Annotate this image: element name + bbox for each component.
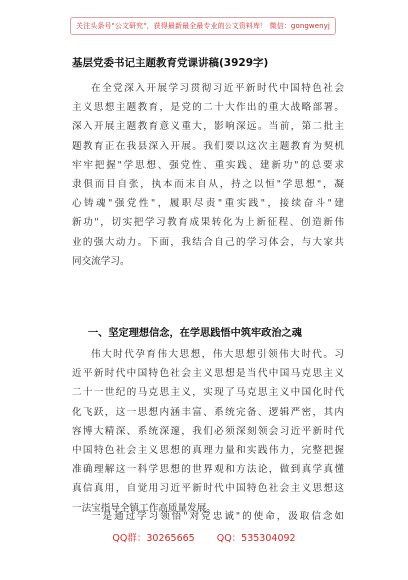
footer-contact (0, 530, 408, 544)
paragraph-line: 业的强大动力。下面，我结合自己的学习体会，与大家共 (72, 236, 344, 248)
paragraph-line: 二十一世纪的马克思主义，实现了马克思主义中国化时代 (72, 387, 344, 399)
paragraph-line: 化飞跃，这一思想内涵丰富、系统完备、逻辑严密，其内 (72, 406, 344, 418)
paragraph-line: 伟大时代孕育伟大思想，伟大思想引领伟大时代。习 (91, 349, 344, 360)
document-title: 基层党委书记主题教育党课讲稿(3929字) (72, 57, 269, 69)
paragraph-line: 准确理解这一科学思想的世界观和方法论，做到真学真懂 (72, 464, 344, 476)
header-banner-text: 关注头条号"公文研究"，获得最新最全最专业的公文资料库！ 微信：gongwenyj (76, 22, 330, 30)
paragraph-line: 在全党深入开展学习贯彻习近平新时代中国特色社会 (91, 83, 344, 94)
paragraph-line: 一是通过学习领悟"对党忠诚"的使命，汲取信念如 (91, 511, 344, 522)
paragraph-line: 容博大精深、系统深邃，我们必须深刻领会习近平新时代 (72, 425, 344, 437)
paragraph-line: 深入开展主题教育意义重大，影响深远。当前，第二批主 (72, 121, 344, 133)
qq-number-text: QQ：535304092 (216, 533, 296, 544)
paragraph-line: 题教育正在我县深入开展。我们要以这次主题教育为契机 (72, 140, 344, 152)
paragraph-line: 近平新时代中国特色社会主义思想是当代中国马克思主义 (72, 368, 344, 380)
paragraph-line: 真信真用，自觉用习近平新时代中国特色社会主义思想这 (72, 483, 344, 495)
header-banner (70, 17, 336, 35)
paragraph-line: 一法宝指导全镇工作高质量发展。 (72, 502, 216, 514)
paragraph-line: 隶俱而目自张，执本而末自从，持之以恒"学思想"，凝 (72, 178, 344, 190)
paragraph-line: 同交流学习。 (72, 255, 130, 267)
section-paragraph (72, 345, 344, 518)
section-heading: 一、坚定理想信念，在学思践悟中筑牢政治之魂 (88, 328, 302, 339)
paragraph-line: 牢牢把握"学思想、强党性、重实践、建新功"的总要求 (72, 159, 344, 171)
paragraph-line: 中国特色社会主义思想的真理力量和实践伟力，完整把握 (72, 444, 344, 456)
point-paragraph (72, 507, 344, 526)
paragraph-line: 新功"，切实把学习教育成果转化为上新征程、创造新伟 (72, 217, 344, 229)
qq-group-text: QQ群：30265665 (112, 533, 195, 544)
paragraph-line: 心铸魂"强党性"，履职尽责"重实践"，接续奋斗"建 (72, 198, 344, 210)
paragraph-line: 主义思想主题教育，是党的二十大作出的重大战略部署。 (72, 102, 344, 114)
intro-paragraph (72, 79, 344, 271)
